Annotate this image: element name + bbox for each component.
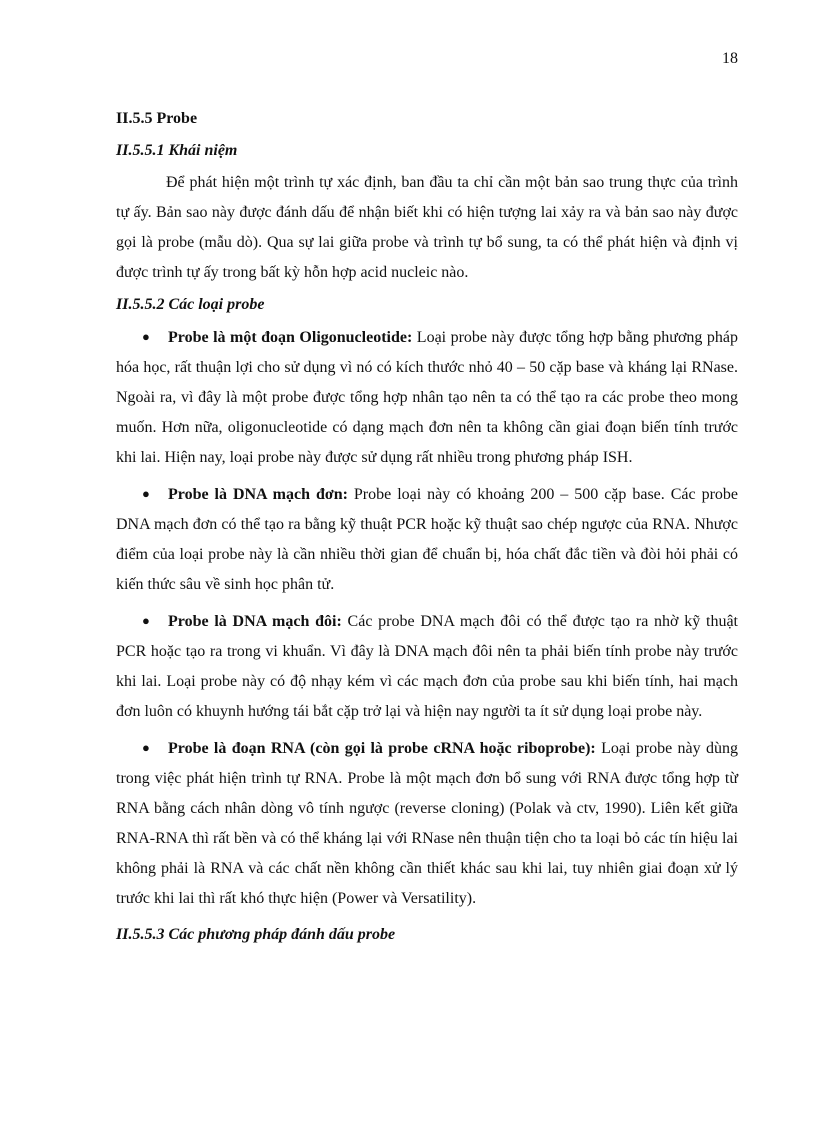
probe-type-rna bbox=[116, 733, 738, 914]
probe-type-text: Các probe DNA mạch đôi có thể được tạo ra nhờ kỹ thuật PCR hoặc tạo ra trong vi khuẩn. Vì đây là DNA mạch đôi nên ta phải biến tính probe này trước khi lai. Loại probe này có độ nhạy kém vì các mạch đơn của probe sau khi biến tính, hai mạch đơn luôn có khuynh hướng tái bắt cặp trở lại và hiện nay người ta ít sử dụng loại probe này. bbox=[116, 613, 739, 720]
bullet-icon: ● bbox=[142, 329, 150, 344]
subsection-heading-concept: II.5.5.1 Khái niệm bbox=[116, 142, 238, 159]
probe-type-ssdna bbox=[116, 479, 738, 600]
bullet-icon: ● bbox=[142, 740, 150, 755]
document-body bbox=[116, 104, 738, 952]
probe-type-oligonucleotide bbox=[116, 322, 738, 473]
probe-type-term: Probe là một đoạn Oligonucleotide: bbox=[168, 329, 413, 346]
probe-type-term: Probe là DNA mạch đơn: bbox=[168, 486, 348, 503]
probe-type-dsdna bbox=[116, 606, 738, 727]
section-heading: II.5.5 Probe bbox=[116, 110, 198, 127]
subsection-heading-types: II.5.5.2 Các loại probe bbox=[116, 296, 265, 313]
bullet-icon: ● bbox=[142, 613, 150, 628]
bullet-icon: ● bbox=[142, 486, 150, 501]
subsection-heading-labeling: II.5.5.3 Các phương pháp đánh dấu probe bbox=[116, 926, 396, 943]
probe-type-text: Probe loại này có khoảng 200 – 500 cặp base. Các probe DNA mạch đơn có thể tạo ra bằng kỹ thuật PCR hoặc kỹ thuật sao chép ngược của RNA. Nhược điểm của loại probe này là cần nhiều thời gian để chuẩn bị, hóa chất đắc tiền và đòi hỏi phải có kiến thức sâu về sinh học phân tử. bbox=[116, 486, 738, 593]
probe-type-term: Probe là đoạn RNA (còn gọi là probe cRNA hoặc riboprobe): bbox=[168, 740, 596, 757]
probe-type-term: Probe là DNA mạch đôi: bbox=[168, 613, 342, 630]
probe-type-text: Loại probe này được tổng hợp bằng phương pháp hóa học, rất thuận lợi cho sử dụng vì nó có kích thước nhỏ 40 – 50 cặp base và kháng lại RNase. Ngoài ra, vì đây là một probe được tổng hợp nhân tạo nên ta có thể tạo ra các probe theo mong muốn. Hơn nữa, oligonucleotide có dạng mạch đơn nên ta không cần giai đoạn biến tính trước khi lai. Hiện nay, loại probe này được sử dụng rất nhiều trong phương pháp ISH. bbox=[116, 329, 738, 466]
concept-paragraph: Để phát hiện một trình tự xác định, ban đầu ta chỉ cần một bản sao trung thực của trình tự ấy. Bản sao này được đánh dấu để nhận biết khi có hiện tượng lai xảy ra và bản sao này được gọi là probe (mẫu dò). Qua sự lai giữa probe và trình tự bổ sung, ta có thể phát hiện và định vị được trình tự ấy trong bất kỳ hỗn hợp acid nucleic nào. bbox=[116, 174, 738, 281]
page-number: 18 bbox=[722, 50, 738, 67]
probe-type-text: Loại probe này dùng trong việc phát hiện trình tự RNA. Probe là một mạch đơn bổ sung với RNA được tổng hợp từ RNA bằng cách nhân dòng vô tính ngược (reverse cloning) (Polak và ctv, 1990). Liên kết giữa RNA-RNA thì rất bền và có thể kháng lại với RNase nên thuận tiện cho ta loại bỏ các tín hiệu lai không phải là RNA và các chất nền không cần thiết khác sau khi lai, tuy nhiên giai đoạn xử lý trước khi lai thì rất khó thực hiện (Power và Versatility). bbox=[116, 740, 739, 907]
